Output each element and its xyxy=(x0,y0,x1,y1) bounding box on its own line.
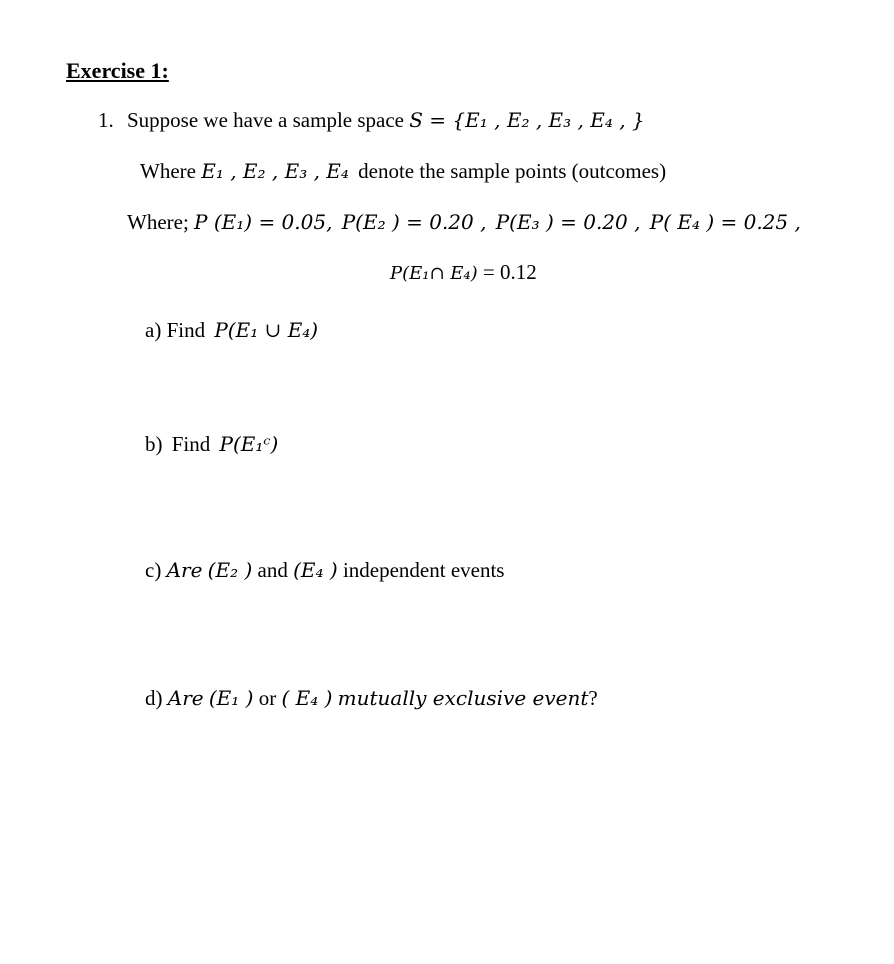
sample-points-text: denote the sample points (outcomes) xyxy=(358,159,667,183)
part-a xyxy=(145,320,318,341)
part-d xyxy=(145,688,598,709)
conjunction: or xyxy=(258,686,277,710)
question-1-intro xyxy=(98,110,645,131)
sample-space-expression: S = {E₁ , E₂ , E₃ , E₄ , } xyxy=(409,108,645,132)
probabilities-line xyxy=(127,212,801,233)
part-label: a) xyxy=(145,318,162,342)
question-mark: ? xyxy=(588,686,598,710)
event-e4: ( E₄ ) xyxy=(281,686,333,710)
part-c xyxy=(145,560,504,581)
question-number: 1. xyxy=(98,108,114,132)
sample-points-description xyxy=(140,161,666,182)
part-b xyxy=(145,434,278,455)
part-tail: mutually exclusive event xyxy=(337,686,589,710)
event-e2: (E₂ ) xyxy=(207,558,253,582)
complement-expression: P(E₁ᶜ) xyxy=(219,432,279,456)
part-label: c) xyxy=(145,558,162,582)
probability-e3: P(E₃ ) = 0.20 , xyxy=(495,210,641,234)
event-e1: (E₁ ) xyxy=(208,686,254,710)
part-lead: Are xyxy=(167,686,204,710)
union-expression: P(E₁ ∪ E₄) xyxy=(214,318,319,342)
sample-points-list: E₁ , E₂ , E₃ , E₄ xyxy=(201,159,349,183)
probability-e4: P( E₄ ) = 0.25 , xyxy=(649,210,801,234)
conjunction: and xyxy=(257,558,288,582)
exercise-title: Exercise 1: xyxy=(66,58,169,83)
part-label: b) xyxy=(145,432,163,456)
intersection-rhs: = 0.12 xyxy=(482,260,537,284)
event-e4: (E₄ ) xyxy=(293,558,338,582)
part-tail: independent events xyxy=(342,558,505,582)
intersection-lhs: P(E₁∩ E₄) xyxy=(390,263,478,284)
intro-text: Suppose we have a sample space xyxy=(127,108,404,132)
where-label: Where xyxy=(140,159,196,183)
part-verb: Find xyxy=(171,432,211,456)
part-verb: Find xyxy=(166,318,206,342)
intersection-probability xyxy=(390,262,537,283)
probability-e2: P(E₂ ) = 0.20 , xyxy=(341,210,487,234)
part-lead: Are xyxy=(166,558,203,582)
part-label: d) xyxy=(145,686,163,710)
probability-e1: P (E₁) = 0.05, xyxy=(194,210,333,234)
probabilities-label: Where; xyxy=(127,210,189,234)
